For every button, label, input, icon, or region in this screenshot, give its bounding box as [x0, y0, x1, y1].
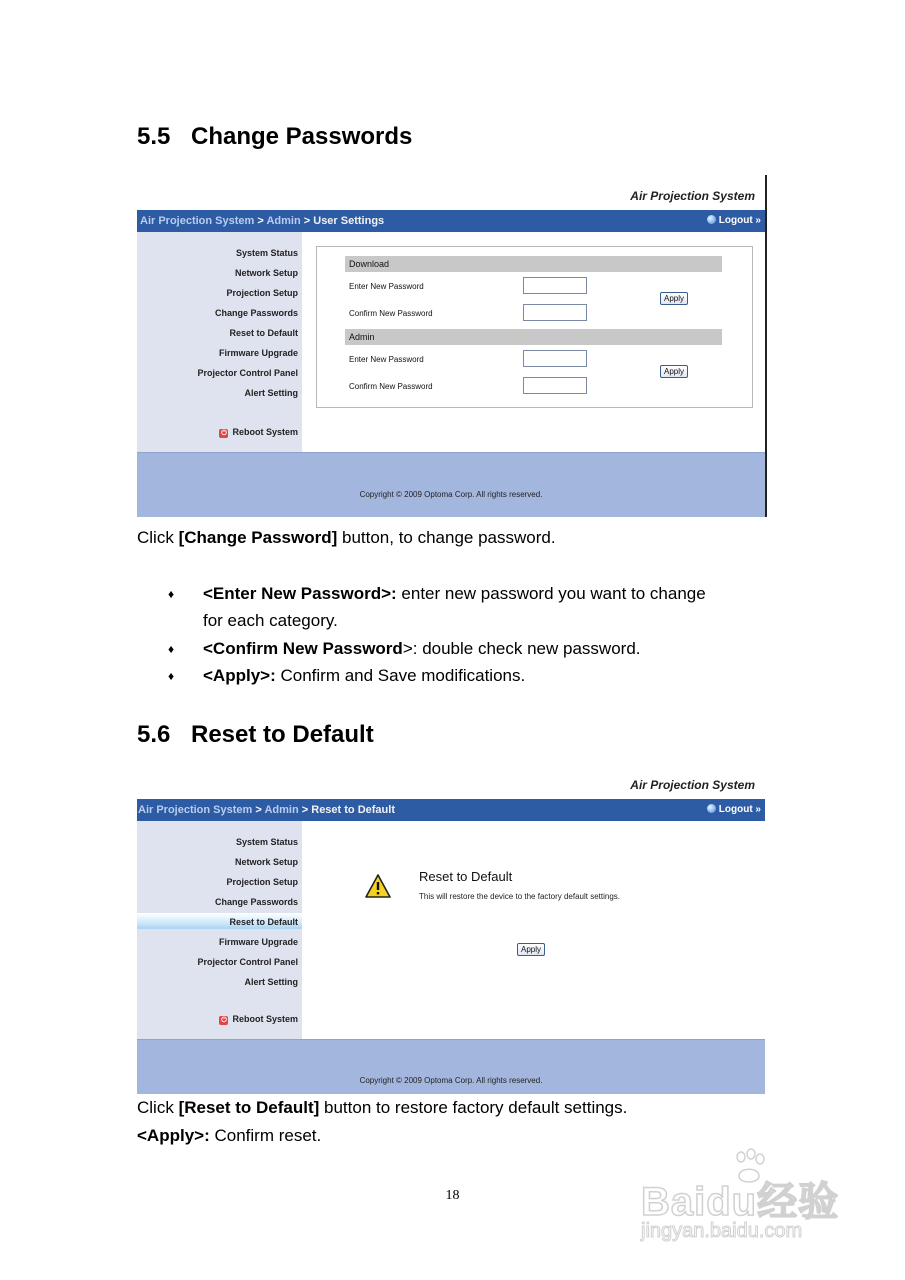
sidebar [137, 821, 302, 1039]
section-title: Reset to Default [191, 721, 374, 748]
logout-link[interactable] [707, 210, 761, 232]
section-heading-reset-to-default [137, 721, 374, 749]
watermark-url: jingyan.baidu.com [641, 1220, 803, 1242]
download-confirm-password-input[interactable] [523, 304, 587, 321]
sidebar-item-projector-control-panel[interactable]: Projector Control Panel [197, 957, 298, 967]
reboot-system-button[interactable] [219, 427, 298, 438]
logout-label: Logout » [718, 215, 761, 226]
caption-bold: [Change Password] [178, 528, 338, 547]
download-apply-button[interactable]: Apply [660, 292, 688, 305]
bullet-diamond-icon: ♦ [168, 642, 175, 656]
caption-bold: [Reset to Default] [178, 1098, 320, 1117]
download-enter-password-input[interactable] [523, 277, 587, 294]
bullet-text-continued: for each category. [203, 611, 338, 630]
page-number: 18 [445, 1188, 460, 1203]
reset-caption [137, 1098, 627, 1118]
logout-link[interactable] [707, 799, 761, 821]
change-password-caption [137, 528, 556, 548]
power-icon: ⏻ [221, 430, 227, 437]
bullet-text: Confirm and Save modifications. [275, 666, 526, 685]
sidebar-item-reset-to-default[interactable]: Reset to Default [229, 917, 298, 927]
breadcrumb: Air Projection System > Admin > User Settings [140, 215, 385, 227]
section-heading-change-passwords [137, 123, 412, 151]
caption-prefix: Click [137, 1098, 179, 1117]
bullet-apply [203, 662, 525, 689]
bullet-text: : double check new password. [412, 639, 641, 658]
reboot-label: Reboot System [232, 427, 298, 437]
breadcrumb: Air Projection System > Admin > Reset to Default [138, 804, 395, 816]
sidebar-item-projection-setup[interactable]: Projection Setup [226, 288, 298, 298]
bullet-confirm-new-password [203, 635, 641, 662]
caption-suffix: button, to change password. [337, 528, 556, 547]
admin-confirm-password-input[interactable] [523, 377, 587, 394]
breadcrumb-home[interactable]: Air Projection System [138, 804, 253, 816]
breadcrumb-current: Reset to Default [311, 804, 395, 816]
copyright: Copyright © 2009 Optoma Corp. All rights reserved. [359, 1076, 543, 1085]
breadcrumb-admin[interactable]: Admin [264, 804, 299, 816]
sidebar [137, 232, 302, 452]
apply-confirm-reset-text [137, 1126, 321, 1146]
nav-bar [137, 210, 765, 232]
sidebar-item-change-passwords[interactable]: Change Passwords [214, 897, 298, 907]
caption-prefix: Click [137, 528, 179, 547]
reset-description: This will restore the device to the factory default settings. [419, 892, 620, 901]
sidebar-item-alert-setting[interactable]: Alert Setting [244, 977, 298, 987]
admin-band: Admin [345, 329, 722, 345]
sidebar-item-system-status[interactable]: System Status [235, 837, 298, 847]
section-number: 5.5 [137, 123, 171, 150]
sidebar-item-projection-setup[interactable]: Projection Setup [226, 877, 298, 887]
section-number: 5.6 [137, 721, 171, 748]
sidebar-item-change-passwords[interactable]: Change Passwords [214, 308, 298, 318]
logout-icon [707, 215, 716, 224]
warning-icon [365, 874, 391, 898]
admin-enter-password-input[interactable] [523, 350, 587, 367]
bullet-diamond-icon: ♦ [168, 669, 175, 683]
sidebar-item-firmware-upgrade[interactable]: Firmware Upgrade [218, 348, 298, 358]
logout-icon [707, 804, 716, 813]
sidebar-item-system-status[interactable]: System Status [235, 248, 298, 258]
apply-bold: <Apply>: [137, 1126, 210, 1145]
bullet-enter-new-password [203, 580, 706, 634]
admin-confirm-label: Confirm New Password [349, 382, 433, 391]
reset-apply-button[interactable]: Apply [517, 943, 545, 956]
nav-bar [137, 799, 765, 821]
apply-text: Confirm reset. [209, 1126, 322, 1145]
reset-title: Reset to Default [419, 869, 513, 884]
reboot-system-button[interactable] [219, 1014, 298, 1025]
admin-enter-label: Enter New Password [349, 355, 424, 364]
bullet-diamond-icon: ♦ [168, 587, 175, 601]
sidebar-item-network-setup[interactable]: Network Setup [234, 268, 298, 278]
download-band: Download [345, 256, 722, 272]
bullet-bold: <Enter New Password>: [203, 584, 397, 603]
reset-to-default-screenshot [137, 766, 765, 1094]
sidebar-item-firmware-upgrade[interactable]: Firmware Upgrade [218, 937, 298, 947]
caption-suffix: button to restore factory default settings. [319, 1098, 628, 1117]
breadcrumb-home[interactable]: Air Projection System [140, 215, 255, 227]
download-enter-label: Enter New Password [349, 282, 424, 291]
brand-title: Air Projection System [630, 778, 755, 792]
breadcrumb-current: User Settings [313, 215, 385, 227]
copyright: Copyright © 2009 Optoma Corp. All rights reserved. [359, 490, 543, 499]
footer [137, 1039, 765, 1094]
power-icon: ⏻ [221, 1017, 227, 1024]
sidebar-item-projector-control-panel[interactable]: Projector Control Panel [197, 368, 298, 378]
admin-apply-button[interactable]: Apply [660, 365, 688, 378]
baidu-watermark [641, 1148, 851, 1248]
reboot-label: Reboot System [232, 1014, 298, 1024]
breadcrumb-admin[interactable]: Admin [266, 215, 301, 227]
footer [137, 452, 765, 517]
change-passwords-screenshot [137, 175, 767, 517]
sidebar-item-alert-setting[interactable]: Alert Setting [244, 388, 298, 398]
watermark-brand: Baidu经验 [641, 1180, 840, 1224]
bullet-bracket: > [402, 639, 413, 658]
sidebar-item-reset-to-default[interactable]: Reset to Default [229, 328, 298, 338]
section-title: Change Passwords [191, 123, 413, 150]
password-panel [316, 246, 753, 408]
brand-title: Air Projection System [630, 189, 755, 203]
sidebar-item-network-setup[interactable]: Network Setup [234, 857, 298, 867]
bullet-bold: <Apply>: [203, 666, 276, 685]
bullet-text: enter new password you want to change [396, 584, 706, 603]
bullet-bold: <Confirm New Password [203, 639, 403, 658]
logout-label: Logout » [718, 804, 761, 815]
download-confirm-label: Confirm New Password [349, 309, 433, 318]
